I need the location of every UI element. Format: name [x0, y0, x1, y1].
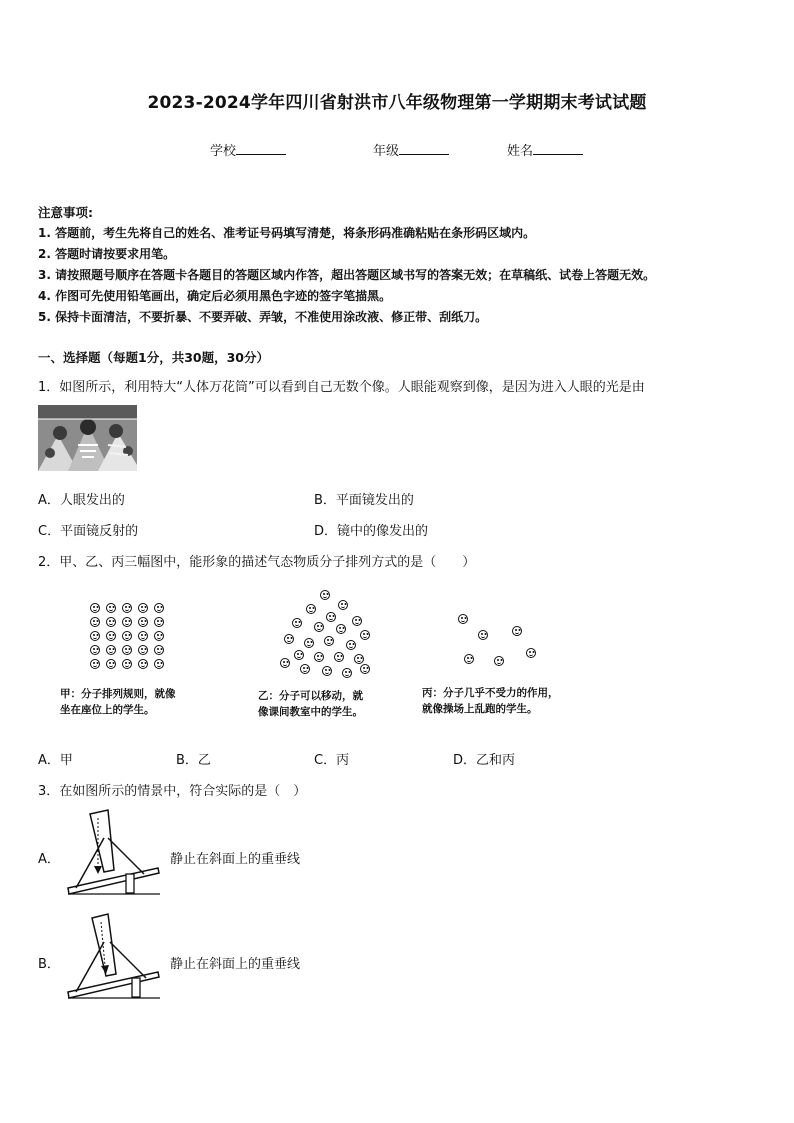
q2-option-d[interactable]: D．乙和丙 [453, 753, 516, 768]
school-label: 学校 [210, 144, 237, 159]
caption-jia-line1: 甲：分子排列规则，就像 [60, 688, 176, 700]
grade-label: 年级 [373, 144, 400, 159]
molecule-face-icon [122, 617, 132, 627]
molecule-face-icon [154, 603, 164, 613]
molecule-face-icon [346, 640, 356, 650]
molecule-face-icon [336, 624, 346, 634]
molecule-face-icon [304, 638, 314, 648]
molecule-face-icon [106, 617, 116, 627]
name-label: 姓名 [507, 144, 534, 159]
molecule-face-icon [138, 659, 148, 669]
caption-bing-line1: 丙：分子几乎不受力的作用， [422, 687, 559, 699]
molecule-face-icon [138, 603, 148, 613]
molecule-face-icon [360, 664, 370, 674]
note-item: 5. 保持卡面清洁，不要折暴、不要弄破、弄皱，不准使用涂改液、修正带、刮纸刀。 [38, 310, 488, 324]
q2-option-b[interactable]: B．乙 [176, 753, 211, 768]
molecule-face-icon [154, 631, 164, 641]
molecule-face-icon [90, 659, 100, 669]
molecule-face-icon [138, 645, 148, 655]
name-field [507, 140, 583, 159]
molecule-face-icon [90, 617, 100, 627]
section-heading: 一、选择题（每题1分，共30题，30分） [38, 350, 269, 365]
molecule-face-icon [90, 631, 100, 641]
note-item: 3. 请按照题号顺序在答题卡各题目的答题区域内作答，超出答题区域书写的答案无效；在草稿纸、试卷上答题无效。 [38, 268, 656, 282]
plumb-line-figure-a[interactable] [64, 808, 162, 896]
notes-heading: 注意事项: [38, 205, 93, 220]
caption-jia-line2: 坐在座位上的学生。 [60, 704, 155, 716]
q2-option-c[interactable]: C．丙 [314, 753, 350, 768]
q3-option-a-label[interactable]: A． [38, 852, 60, 867]
molecule-face-icon [478, 630, 488, 640]
molecule-face-icon [106, 603, 116, 613]
plumb-line-figure-b[interactable] [64, 912, 162, 1000]
caption-bing-line2: 就像操场上乱跑的学生。 [422, 703, 538, 715]
molecule-face-icon [458, 614, 468, 624]
q3-option-a-text: 静止在斜面上的重垂线 [170, 852, 301, 867]
caption-yi-line2: 像课间教室中的学生。 [258, 706, 363, 718]
caption-jia [60, 686, 176, 718]
molecule-face-icon [106, 631, 116, 641]
caption-bing [422, 685, 559, 717]
grade-blank[interactable] [399, 142, 449, 155]
molecule-face-icon [306, 604, 316, 614]
molecule-face-icon [292, 618, 302, 628]
molecule-face-icon [324, 636, 334, 646]
molecule-face-icon [352, 616, 362, 626]
gas-molecule-scatter [452, 610, 548, 674]
molecule-face-icon [122, 631, 132, 641]
grade-field [373, 140, 449, 159]
molecule-face-icon [106, 645, 116, 655]
molecule-face-icon [284, 634, 294, 644]
molecule-face-icon [326, 612, 336, 622]
molecule-face-icon [90, 645, 100, 655]
q1-option-b[interactable]: B．平面镜发出的 [314, 493, 414, 508]
liquid-molecule-cluster [280, 590, 376, 680]
q1-option-c[interactable]: C．平面镜反射的 [38, 524, 139, 539]
q2-option-a[interactable]: A．甲 [38, 753, 73, 768]
molecule-face-icon [320, 590, 330, 600]
q1-option-d[interactable]: D．镜中的像发出的 [314, 524, 429, 539]
q3-option-b-label[interactable]: B． [38, 957, 60, 972]
note-item: 4. 作图可先使用铅笔画出，确定后必须用黑色字迹的签字笔描黑。 [38, 289, 392, 303]
molecule-face-icon [122, 603, 132, 613]
molecule-face-icon [106, 659, 116, 669]
molecule-face-icon [342, 668, 352, 678]
q1-stem: 1．如图所示，利用特大“人体万花筒”可以看到自己无数个像。人眼能观察到像，是因为进入人眼的光是由 [38, 380, 645, 395]
molecule-face-icon [322, 666, 332, 676]
molecule-face-icon [122, 645, 132, 655]
caption-yi-line1: 乙：分子可以移动，就 [258, 690, 363, 702]
solid-molecule-grid [90, 603, 174, 677]
molecule-face-icon [122, 659, 132, 669]
molecule-face-icon [334, 652, 344, 662]
q3-stem: 3．在如图所示的情景中，符合实际的是（ ） [38, 784, 307, 799]
molecule-face-icon [294, 650, 304, 660]
molecule-face-icon [314, 622, 324, 632]
kaleidoscope-photo [38, 405, 137, 471]
molecule-face-icon [512, 626, 522, 636]
q3-option-b-text: 静止在斜面上的重垂线 [170, 957, 301, 972]
molecule-face-icon [138, 617, 148, 627]
molecule-face-icon [154, 617, 164, 627]
molecule-face-icon [338, 600, 348, 610]
page-title: 2023-2024学年四川省射洪市八年级物理第一学期期末考试试题 [147, 93, 647, 113]
school-field [210, 140, 286, 159]
molecule-face-icon [354, 654, 364, 664]
q1-option-a[interactable]: A．人眼发出的 [38, 493, 125, 508]
molecule-face-icon [494, 656, 504, 666]
name-blank[interactable] [533, 142, 583, 155]
molecule-face-icon [360, 630, 370, 640]
molecule-face-icon [300, 664, 310, 674]
q2-stem: 2．甲、乙、丙三幅图中，能形象的描述气态物质分子排列方式的是（ ） [38, 555, 476, 570]
molecule-face-icon [154, 659, 164, 669]
molecule-face-icon [138, 631, 148, 641]
note-item: 1. 答题前，考生先将自己的姓名、准考证号码填写清楚，将条形码准确粘贴在条形码区域内。 [38, 226, 536, 240]
note-item: 2. 答题时请按要求用笔。 [38, 247, 176, 261]
caption-yi [258, 688, 363, 720]
molecule-face-icon [464, 654, 474, 664]
molecule-face-icon [314, 652, 324, 662]
molecule-face-icon [280, 658, 290, 668]
molecule-face-icon [154, 645, 164, 655]
molecule-face-icon [526, 648, 536, 658]
school-blank[interactable] [236, 142, 286, 155]
molecule-face-icon [90, 603, 100, 613]
